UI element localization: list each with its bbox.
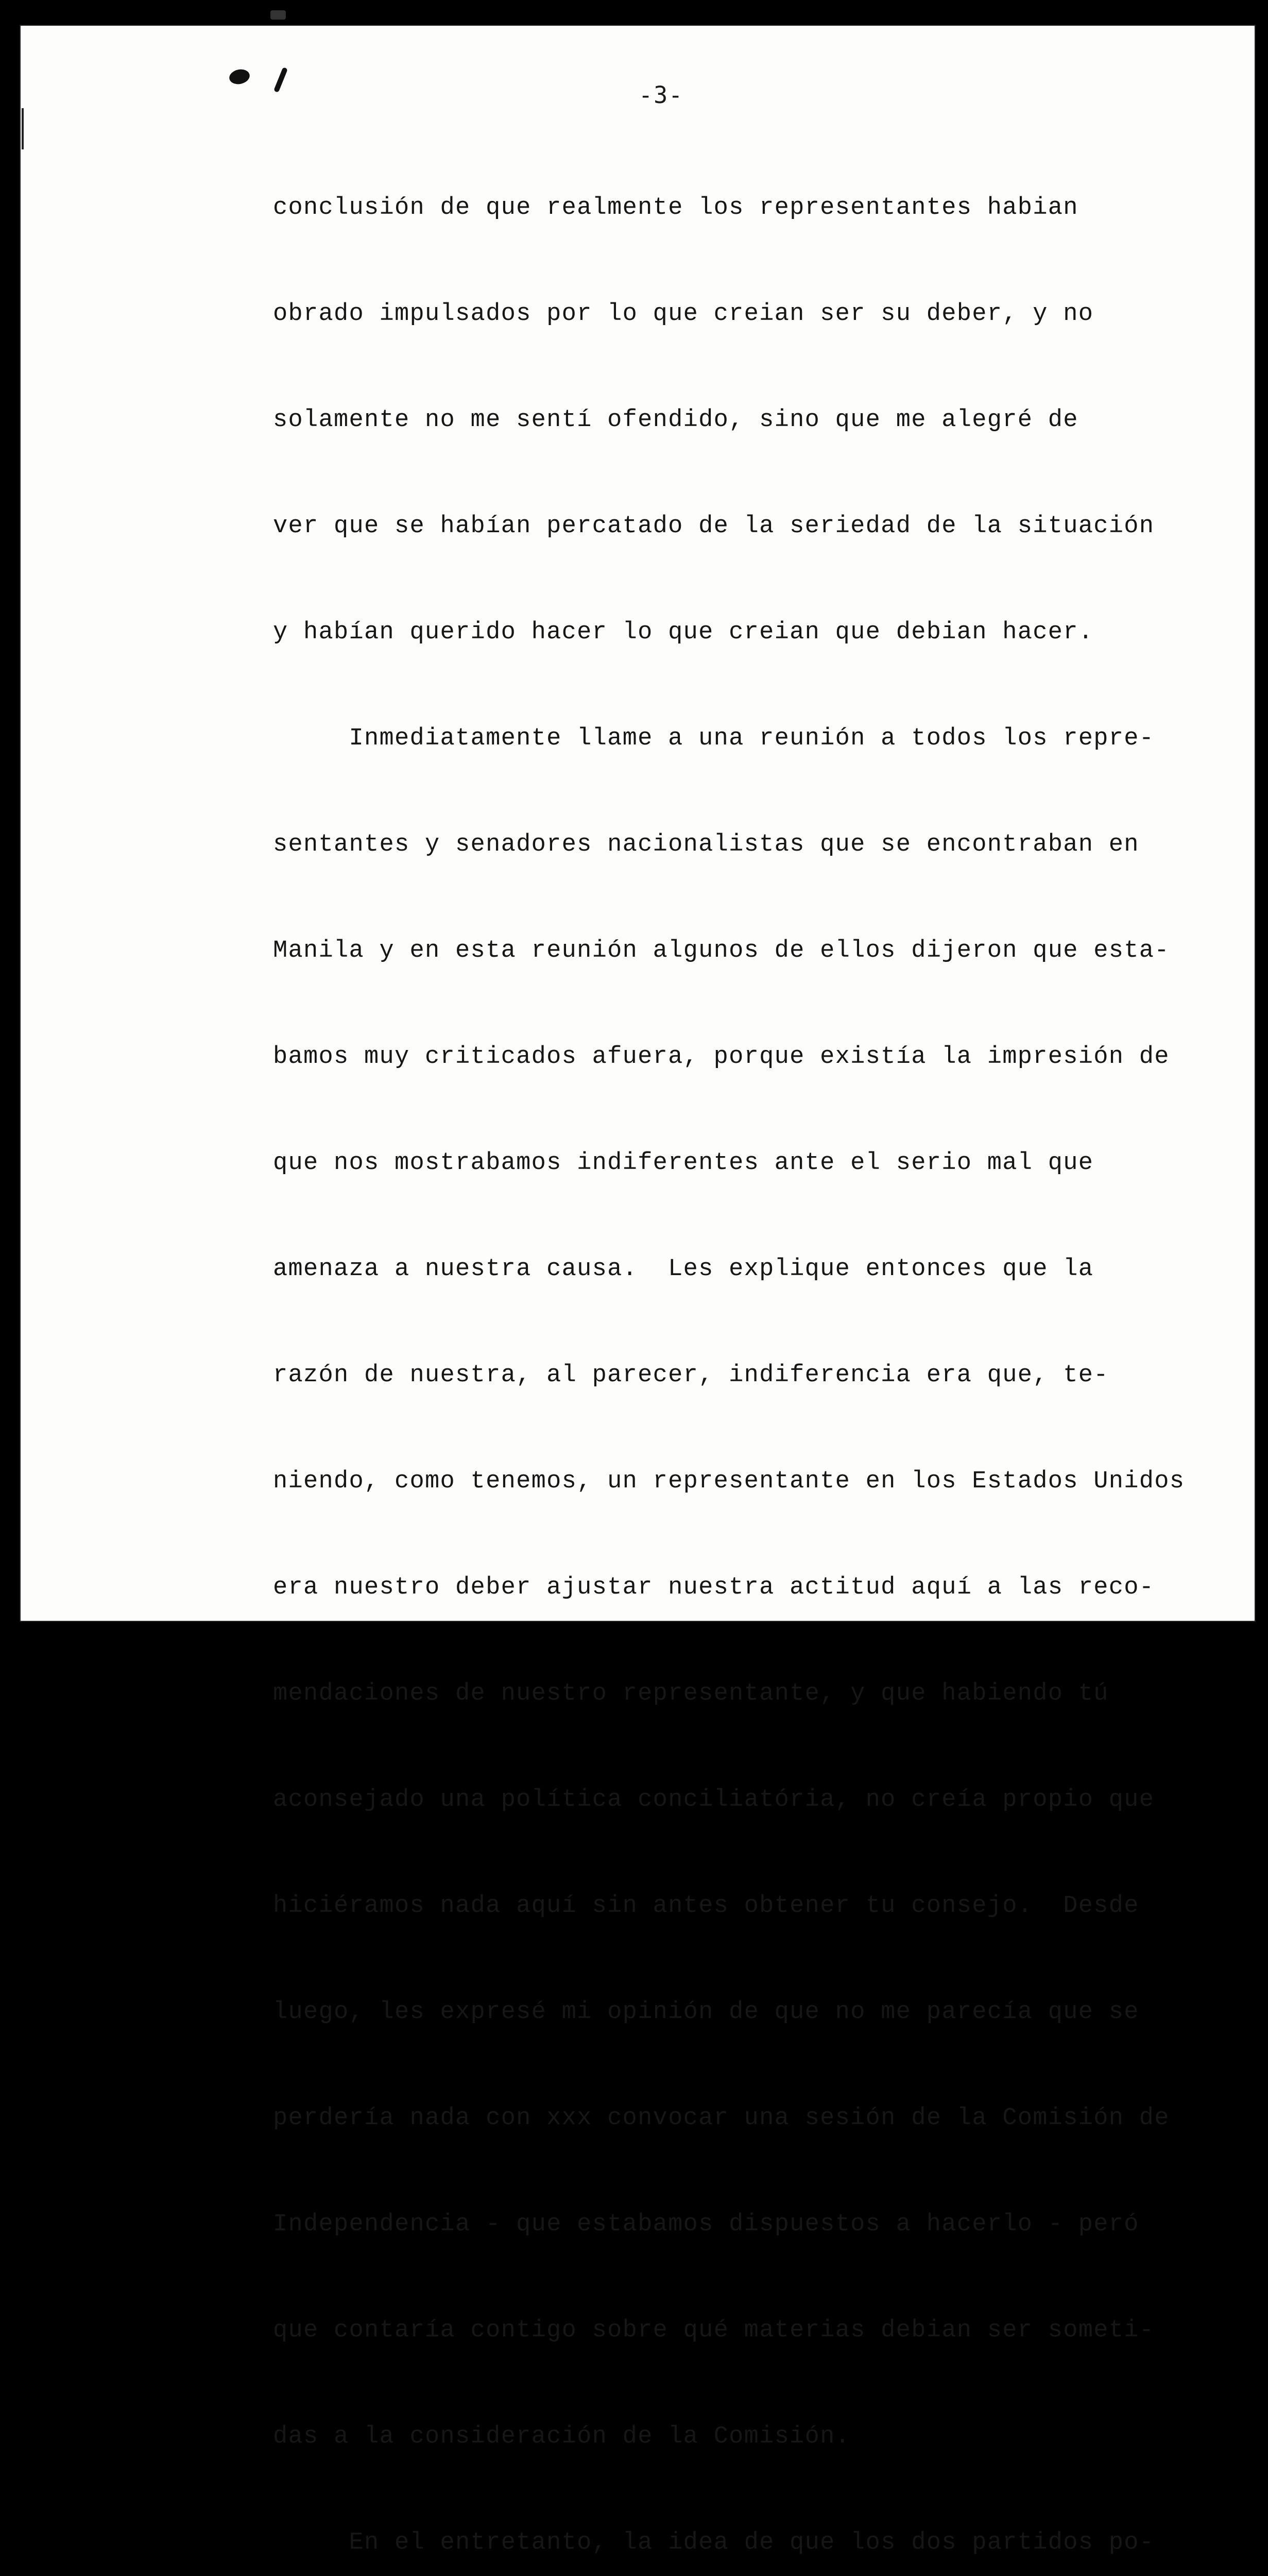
text-line: perdería nada con xxx convocar una sesión de la Comisión de (273, 2105, 1170, 2132)
text-line: Manila y en esta reunión algunos de ellos dijeron que esta- (273, 937, 1170, 964)
text-line: bamos muy criticados afuera, porque existía la impresión de (273, 1043, 1170, 1071)
text-line: luego, les expresé mi opinión de que no me parecía que se (273, 1998, 1139, 2026)
text-line: que nos mostrabamos indiferentes ante el serio mal que (273, 1149, 1094, 1177)
text-line: das a la consideración de la Comisión. (273, 2423, 851, 2450)
page-number: -3- (639, 81, 684, 109)
text-line: sentantes y senadores nacionalistas que se encontraban en (273, 831, 1139, 858)
text-line: hiciéramos nada aquí sin antes obtener tu consejo. Desde (273, 1892, 1139, 1920)
text-line: Inmediatamente llame a una reunión a todos los repre- (273, 725, 1155, 752)
text-line: conclusión de que realmente los representantes habian (273, 194, 1078, 222)
text-line: y habían querido hacer lo que creian que debian hacer. (273, 619, 1094, 646)
text-line: amenaza a nuestra causa. Les explique entonces que la (273, 1256, 1094, 1283)
text-line: En el entretanto, la idea de que los dos partidos po- (273, 2529, 1155, 2556)
text-line: mendaciones de nuestro representante, y que habiendo tú (273, 1680, 1109, 1707)
text-line: era nuestro deber ajustar nuestra actitud aquí a las reco- (273, 1574, 1155, 1601)
text-line: aconsejado una política conciliatória, no creía propio que (273, 1786, 1155, 1814)
text-line: obrado impulsados por lo que creian ser su deber, y no (273, 300, 1094, 328)
letter-body (273, 128, 1221, 2576)
margin-rule-mark (22, 108, 24, 149)
text-line: ver que se habían percatado de la seriedad de la situación (273, 513, 1155, 540)
text-line: Independencia - que estabamos dispuestos a hacerlo - peró (273, 2211, 1139, 2238)
film-edge-mark (270, 10, 286, 20)
text-line: razón de nuestra, al parecer, indiferencia era que, te- (273, 1362, 1109, 1389)
text-line: que contaría contigo sobre qué materias debian ser someti- (273, 2317, 1155, 2344)
text-line: solamente no me sentí ofendido, sino que me alegré de (273, 406, 1078, 434)
text-line: niendo, como tenemos, un representante en los Estados Unidos (273, 1468, 1185, 1495)
